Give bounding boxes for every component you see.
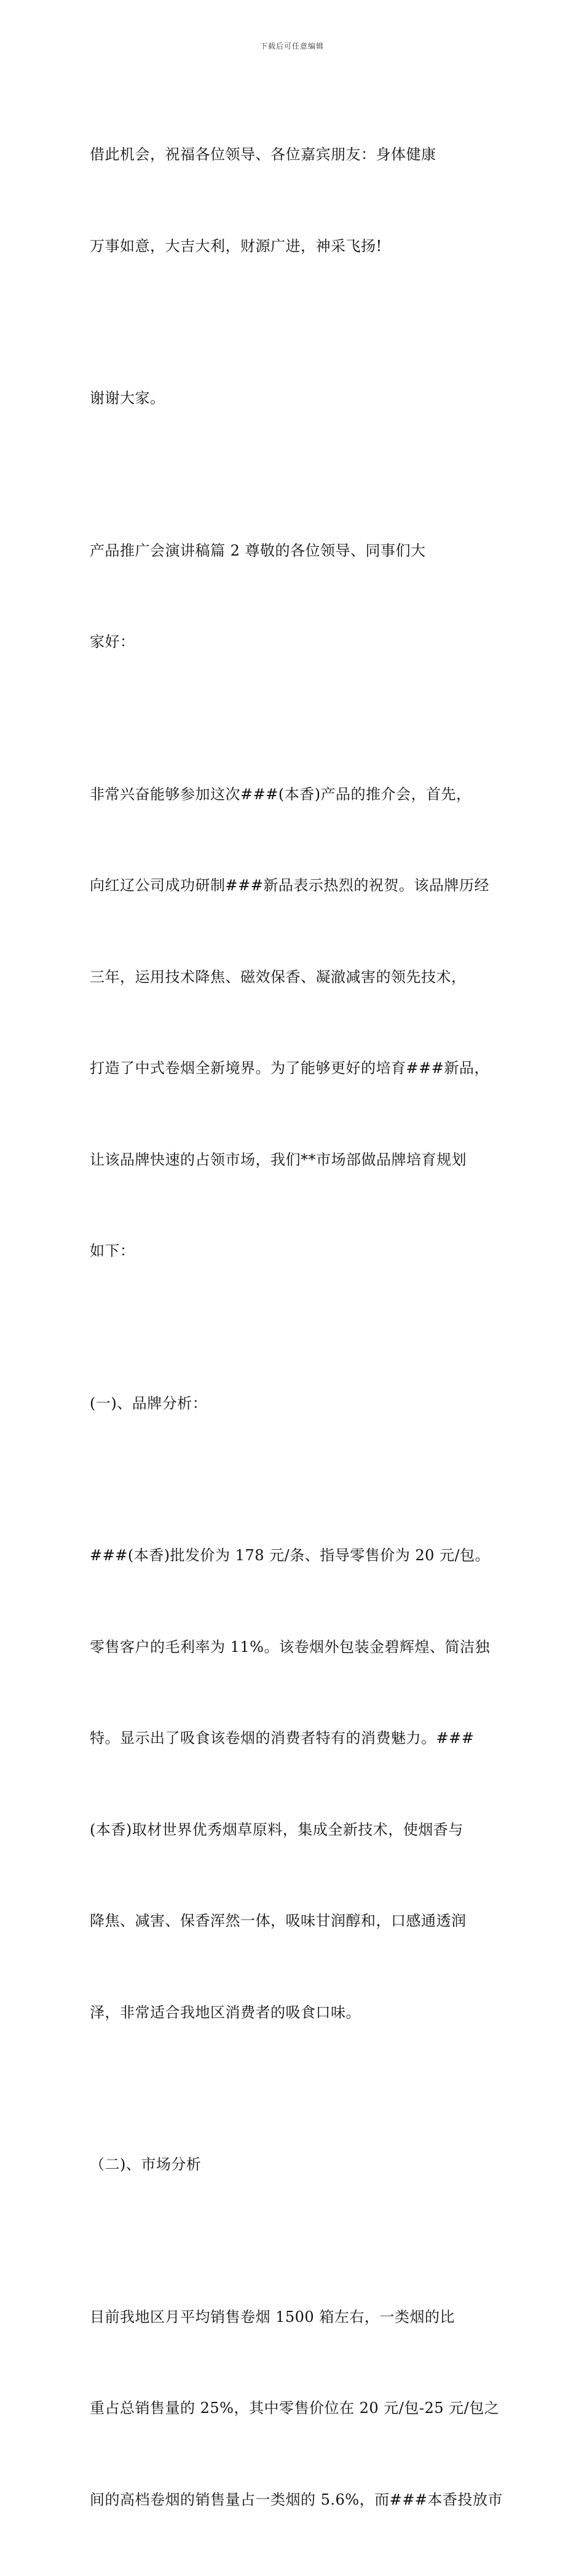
text-line: 万事如意，大吉大利，财源广进，神采飞扬!	[90, 231, 503, 262]
text-line: 借此机会，祝福各位领导、各位嘉宾朋友：身体健康	[90, 140, 503, 170]
text-line: 特。显示出了吸食该卷烟的消费者特有的消费魅力。###	[90, 1723, 503, 1754]
text-line: 打造了中式卷烟全新境界。为了能够更好的培育###新品，	[90, 1053, 503, 1084]
paragraph-brand-analysis	[90, 1480, 503, 2089]
text-line: 泽，非常适合我地区消费者的吸食口味。	[90, 1998, 503, 2028]
text-line: 家好：	[90, 627, 503, 658]
document-body	[90, 79, 503, 2576]
text-line: 非常兴奋能够参加这次###(本香)产品的推介会，首先，	[90, 780, 503, 810]
paragraph-market-analysis	[90, 2241, 503, 2576]
text-line: 零售客户的毛利率为 11%。该卷烟外包装金碧辉煌、简洁独	[90, 1632, 503, 1663]
text-line: (一)、品牌分析：	[90, 1389, 503, 1419]
text-line: 三年，运用技术降焦、磁效保香、凝澈减害的领先技术，	[90, 962, 503, 993]
text-line: ###(本香)批发价为 178 元/条、指导零售价为 20 元/包。	[90, 1541, 503, 1571]
text-line: 目前我地区月平均销售卷烟 1500 箱左右，一类烟的比	[90, 2302, 503, 2333]
paragraph-thanks	[90, 322, 503, 475]
section-heading-market-analysis	[90, 2089, 503, 2241]
text-line: 产品推广会演讲稿篇 2 尊敬的各位领导、同事们大	[90, 536, 503, 567]
text-line: 谢谢大家。	[90, 383, 503, 414]
text-line: 向红辽公司成功研制###新品表示热烈的祝贺。该品牌历经	[90, 871, 503, 901]
text-line: 降焦、减害、保香浑然一体，吸味甘润醇和，口感通透润	[90, 1906, 503, 1937]
paragraph-speech2-opening	[90, 475, 503, 719]
section-heading-brand-analysis	[90, 1328, 503, 1480]
paragraph-intro	[90, 719, 503, 1328]
paragraph-blessing	[90, 79, 503, 322]
text-line: 让该品牌快速的占领市场，我们**市场部做品牌培育规划	[90, 1145, 503, 1176]
header-note: 下载后可任意编辑	[0, 41, 584, 51]
text-line: 如下：	[90, 1236, 503, 1267]
text-line: 间的高档卷烟的销售量占一类烟的 5.6%，而###本香投放市	[90, 2485, 503, 2516]
text-line: (本香)取材世界优秀烟草原料，集成全新技术，使烟香与	[90, 1815, 503, 1846]
text-line: （二)、市场分析	[90, 2150, 503, 2180]
text-line: 重占总销售量的 25%，其中零售价位在 20 元/包-25 元/包之	[90, 2393, 503, 2424]
